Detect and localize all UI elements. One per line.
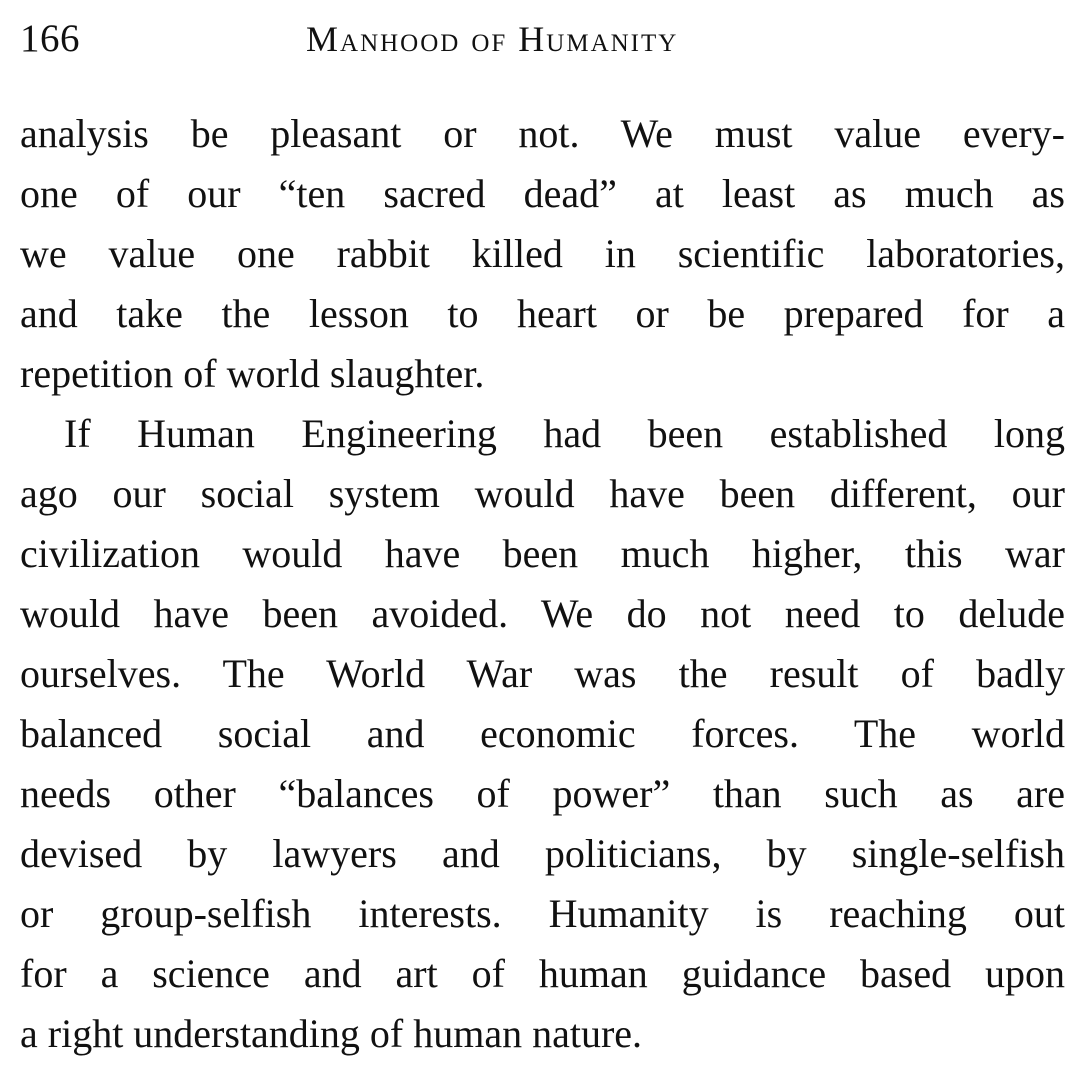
- text-line: one of our “ten sacred dead” at least as much as: [20, 171, 1065, 216]
- paragraph: [20, 404, 1065, 1064]
- text-line: analysis be pleasant or not. We must value every-: [20, 111, 1065, 156]
- running-title: Manhood of Humanity: [306, 19, 679, 59]
- text-line: needs other “balances of power” than such as are: [20, 771, 1065, 816]
- text-line: or group-selfish interests. Humanity is reaching out: [20, 891, 1065, 936]
- text-line: If Human Engineering had been established long: [64, 411, 1065, 456]
- running-head: [20, 14, 1065, 64]
- text-line: and take the lesson to heart or be prepared for a: [20, 291, 1065, 336]
- text-line: civilization would have been much higher, this war: [20, 531, 1065, 576]
- paragraph: [20, 104, 1065, 404]
- text-line: balanced social and economic forces. The world: [20, 711, 1065, 756]
- text-line: a right understanding of human nature.: [20, 1011, 643, 1056]
- text-line: devised by lawyers and politicians, by single-selfish: [20, 831, 1065, 876]
- body-text: [20, 104, 1065, 1064]
- page-number: 166: [20, 17, 80, 60]
- text-line: ourselves. The World War was the result of badly: [20, 651, 1065, 696]
- text-line: repetition of world slaughter.: [20, 351, 485, 396]
- text-line: ago our social system would have been different, our: [20, 471, 1065, 516]
- text-line: we value one rabbit killed in scientific laboratories,: [20, 231, 1065, 276]
- text-line: would have been avoided. We do not need to delude: [20, 591, 1065, 636]
- text-line: for a science and art of human guidance based upon: [20, 951, 1065, 996]
